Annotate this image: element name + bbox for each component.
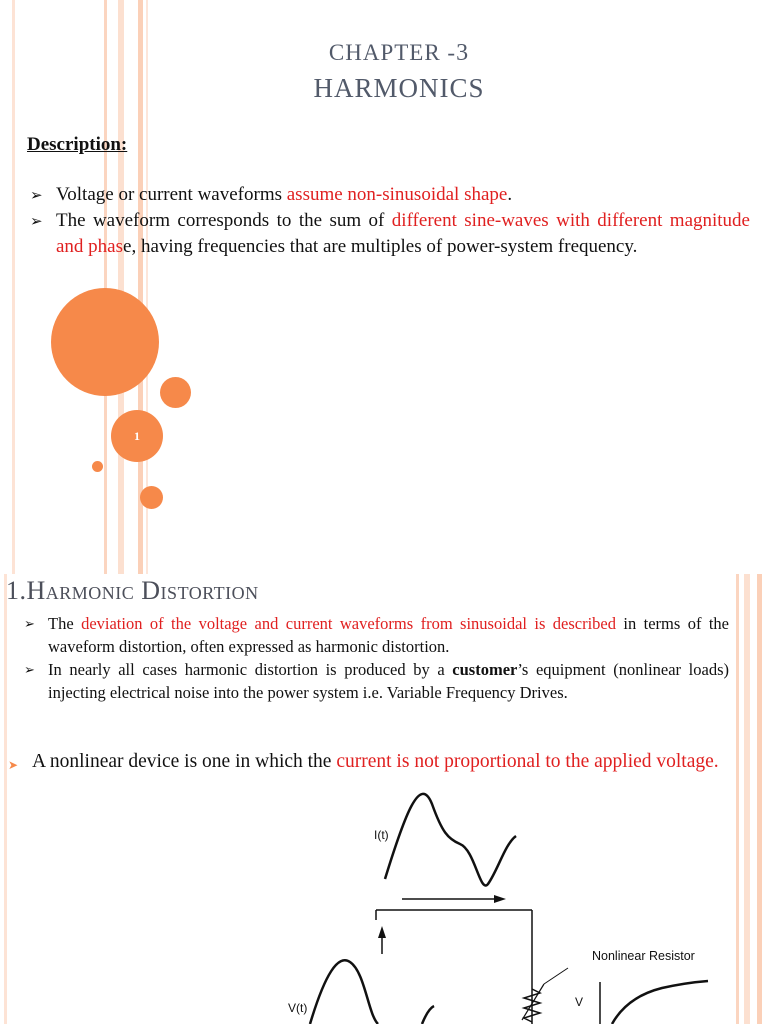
nonlinear-resistor-diagram [270,784,740,1024]
bullet-text: Voltage or current waveforms [56,184,287,205]
chapter-heading [0,40,768,67]
current-waveform [385,794,516,886]
nonlinear-device-paragraph [8,748,763,775]
section-title: 1.Harmonic Distortion [6,576,259,605]
current-label: I(t) [374,828,389,842]
chapter-label: CHAPTER - [328,40,457,65]
slide-number: 1 [134,429,140,443]
paragraph-highlight: current is not proportional to the applied voltage. [336,751,719,772]
decorative-circle-small [140,486,163,509]
voltage-waveform [310,960,434,1024]
bullet-text: In nearly all cases harmonic distortion is produced by a [48,660,453,679]
bullet-item [24,658,729,704]
bullet-bold: customer [452,660,518,679]
vi-curve [612,981,708,1024]
bullet-item [30,208,750,260]
description-bullets [30,182,750,260]
distortion-bullets [24,612,729,704]
decorative-stripe [4,574,7,1024]
resistor-label: Nonlinear Resistor [592,949,695,963]
slide-2 [0,574,768,1024]
vi-axis-label: V [575,995,584,1009]
decorative-circle-tiny [92,461,103,472]
flow-arrow-head [494,895,506,903]
bullet-text: . [507,184,513,205]
up-arrow-head [378,926,386,938]
decorative-stripe [744,574,750,1024]
chapter-number: 3 [456,40,470,66]
page-title: HARMONICS [313,73,485,103]
bullet-highlight: deviation of the voltage and current waveforms from sinusoidal is described [81,614,616,633]
bullet-highlight: assume non-sinusoidal shape [286,184,508,205]
bullet-item [30,182,750,208]
decorative-circle-large [51,288,159,396]
bullet-text: e, having frequencies that are multiples of power-system frequency. [123,236,638,257]
bullet-highlight: different sine-waves with different magnitude and phas [56,210,750,257]
bullet-item [24,612,729,658]
bullet-text: The [48,614,82,633]
decorative-circle-small [160,377,191,408]
paragraph-text: A nonlinear device is one in which the [32,751,337,772]
resistor-leader [544,968,568,984]
bullet-text: in terms of the waveform distortion, often expressed as harmonic distortion. [48,614,729,656]
bullet-text: ’s equipment (nonlinear loads) injecting electrical noise into the power system i.e. Variable Frequency Drives. [48,660,729,702]
bullet-text: The waveform corresponds to the sum of [56,210,392,231]
description-heading: Description: [27,134,128,155]
orange-arrow-icon: ➤ [8,758,19,772]
decorative-stripe [757,574,762,1024]
voltage-label: V(t) [288,1001,308,1015]
